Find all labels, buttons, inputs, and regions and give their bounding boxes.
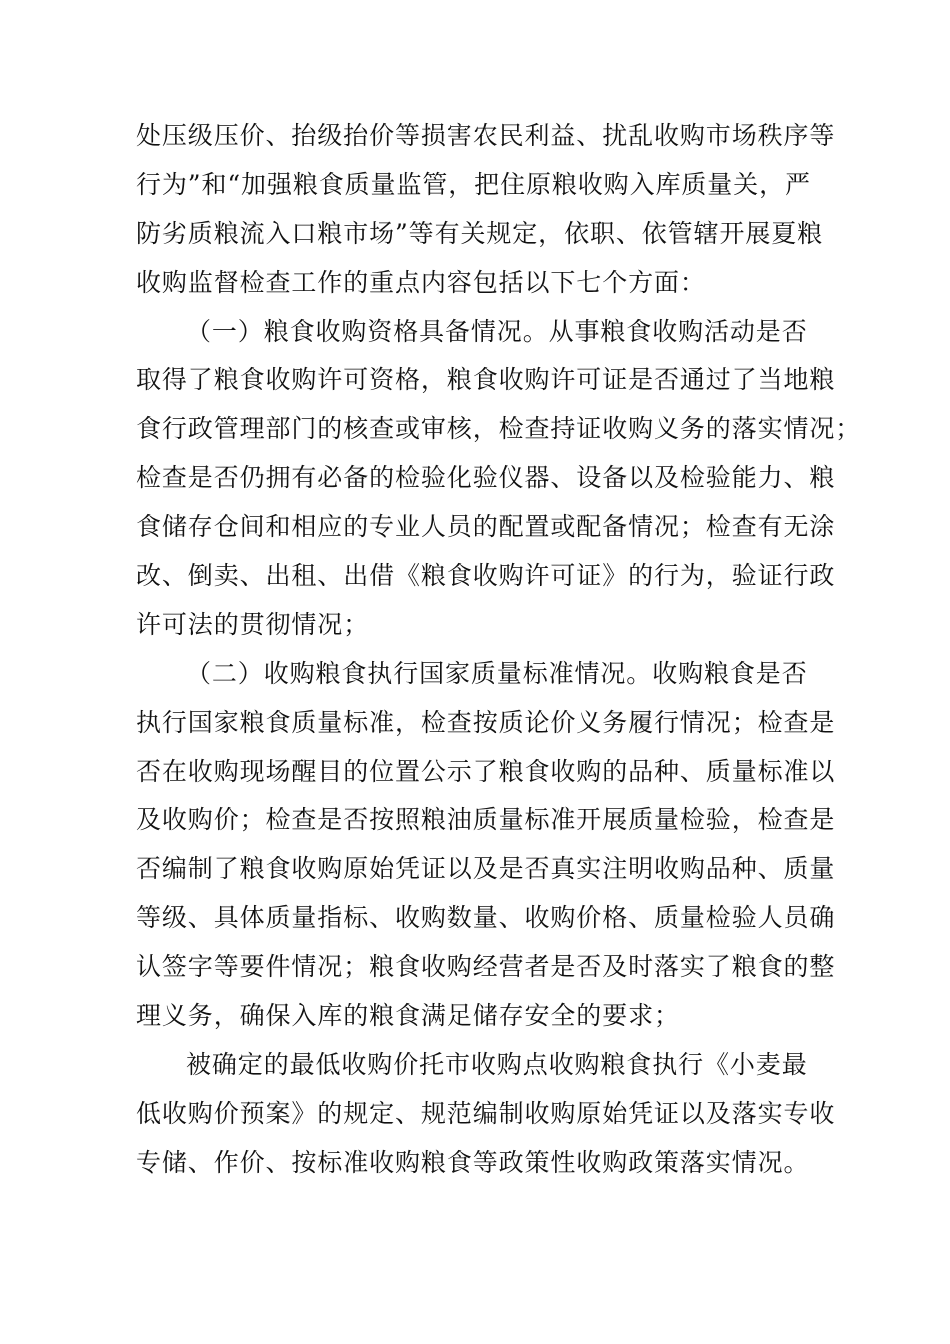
paragraph-first-line: （一）粮食收购资格具备情况。从事粮食收购活动是否 [186,316,808,346]
text-line: 及收购价；检查是否按照粮油质量标准开展质量检验，检查是 [136,805,836,835]
text-line: 处压级压价、抬级抬价等损害农民利益、扰乱收购市场秩序等 [136,121,836,150]
text-line: 低收购价预案》的规定、规范编制收购原始凭证以及落实专收 [136,1098,836,1128]
text-line: 理义务，确保入库的粮食满足储存安全的要求； [136,1001,680,1031]
text-line: 食行政管理部门的核查或审核，检查持证收购义务的落实情况； [136,414,862,444]
text-line: 防劣质粮流入口粮市场”等有关规定，依职、依管辖开展夏粮 [136,218,824,248]
text-line: 否在收购现场醒目的位置公示了粮食收购的品种、质量标准以 [136,756,836,786]
paragraph-first-line: （二）收购粮食执行国家质量标准情况。收购粮食是否 [186,658,808,688]
text-line: 否编制了粮食收购原始凭证以及是否真实注明收购品种、质量 [136,854,836,884]
text-line: 专储、作价、按标准收购粮食等政策性收购政策落实情况。 [136,1147,810,1177]
text-line: 收购监督检查工作的重点内容包括以下七个方面： [136,267,706,297]
text-line: 取得了粮食收购许可资格，粮食收购许可证是否通过了当地粮 [136,365,836,395]
text-line: 执行国家粮食质量标准，检查按质论价义务履行情况；检查是 [136,707,836,737]
document-body [136,112,862,1188]
text-line: 检查是否仍拥有必备的检验化验仪器、设备以及检验能力、粮 [136,463,836,493]
text-line: 许可法的贯彻情况； [136,609,370,639]
text-line: 等级、具体质量指标、收购数量、收购价格、质量检验人员确 [136,903,836,933]
paragraph-first-line: 被确定的最低收购价托市收购点收购粮食执行《小麦最 [186,1049,808,1079]
text-line: 改、倒卖、出租、出借《粮食收购许可证》的行为，验证行政 [136,561,836,591]
text-line: 食储存仓间和相应的专业人员的配置或配备情况；检查有无涂 [136,512,836,542]
text-line: 认签字等要件情况；粮食收购经营者是否及时落实了粮食的整 [136,952,836,982]
text-line: 行为”和“加强粮食质量监管，把住原粮收购入库质量关，严 [136,169,811,199]
